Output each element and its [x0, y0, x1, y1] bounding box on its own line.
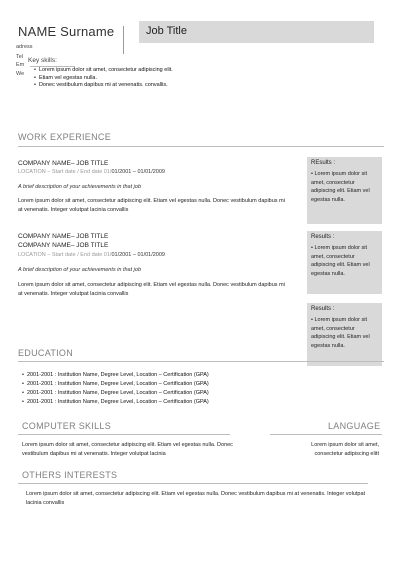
- job-2-results-box: [307, 231, 382, 294]
- header-divider: [123, 26, 124, 54]
- job-1-results-label: REsults :: [311, 160, 336, 166]
- key-skills-label: Key skills:: [28, 57, 57, 64]
- language-text: Lorem ipsum dolor sit amet, consectetur adipiscing elitt: [311, 442, 379, 457]
- other-interests-text: Lorem ipsum dolor sit amet, consectetur adipiscing elit. Etiam vel egestas nulla. Donec vestibulum dapibus mi at venenatis. Integer volutpat lacinia convallis: [26, 491, 366, 506]
- work-experience-rule: [18, 146, 384, 147]
- contact-email: Em: [16, 62, 25, 68]
- other-interests-title: OTHERS INTERESTS: [22, 470, 118, 480]
- contact-address: adress: [16, 44, 33, 50]
- job-1-results-box: [307, 157, 382, 224]
- contact-tel: Tel: [16, 54, 24, 60]
- job-1-results-text: • Lorem ipsum dolor sit amet, consectetur adipiscing elit. Etiam vel egestas nulla.: [311, 171, 370, 203]
- contact-web: We: [16, 71, 25, 77]
- job-1-location: LOCATION – Start date / End date 01/01/2001 – 01/01/2009: [18, 169, 165, 175]
- language-rule: [270, 434, 382, 435]
- job-3-results-label: Results :: [311, 306, 335, 312]
- job-1-brief: A brief description of your achievements in that job: [18, 184, 142, 190]
- job-title: Job Title: [146, 25, 187, 37]
- language-title: LANGUAGE: [328, 421, 381, 431]
- key-skill-item: • Donec vestibulum dapibus mi at venenatis. convallis.: [34, 82, 168, 88]
- job-3-results-box: [307, 303, 382, 366]
- education-item: • 2001-2001 : Institution Name, Degree Level, Location – Certification (GPA): [22, 381, 209, 387]
- job-2-results-text: • Lorem ipsum dolor sit amet, consectetur adipiscing elit. Etiam vel egestas nulla.: [311, 245, 370, 277]
- education-item: • 2001-2001 : Institution Name, Degree Level, Location – Certification (GPA): [22, 399, 209, 405]
- job-2-company: COMPANY NAME– JOB TITLE: [18, 233, 109, 240]
- job-1-description: Lorem ipsum dolor sit amet, consectetur adipiscing elit. Etiam vel egestas nulla. Donec vestibulum dapibus mi at venenatis. Integer volutpat lacinia convallis: [18, 198, 285, 213]
- job-2-results-label: Results :: [311, 234, 335, 240]
- computer-skills-title: COMPUTER SKILLS: [22, 421, 112, 431]
- key-skill-item: • Etiam vel egestas nulla.: [34, 75, 97, 81]
- computer-skills-rule: [18, 434, 230, 435]
- education-rule: [18, 361, 384, 362]
- education-item: • 2001-2001 : Institution Name, Degree Level, Location – Certification (GPA): [22, 390, 209, 396]
- job-2-description: Lorem ipsum dolor sit amet, consectetur adipiscing elit. Etiam vel egestas nulla. Donec vestibulum dapibus mi at venenatis. Integer volutpat lacinia convallis: [18, 282, 285, 297]
- job-2-company-line2: COMPANY NAME– JOB TITLE: [18, 242, 109, 249]
- work-experience-title: WORK EXPERIENCE: [18, 132, 112, 142]
- computer-skills-text: Lorem ipsum dolor sit amet, consectetur adipiscing elit. Etiam vel egestas nulla. Donec vestibulum dapibus mi at venenatis. Integer volutpat lacinia: [22, 442, 233, 457]
- other-interests-rule: [18, 483, 368, 484]
- job-2-location: LOCATION – Start date / End date 01/01/2001 – 01/01/2009: [18, 252, 165, 258]
- job-1-company: COMPANY NAME– JOB TITLE: [18, 160, 109, 167]
- key-skill-item: • Lorem ipsum dolor sit amet, consectetur adipiscing elit.: [34, 67, 173, 73]
- education-item: • 2001-2001 : Institution Name, Degree Level, Location – Certification (GPA): [22, 372, 209, 378]
- job-2-brief: A brief description of your achievements in that job: [18, 267, 142, 273]
- education-title: EDUCATION: [18, 348, 74, 358]
- candidate-name: NAME Surname: [18, 24, 115, 39]
- job-3-results-text: • Lorem ipsum dolor sit amet, consectetur adipiscing elit. Etiam vel egestas nulla.: [311, 317, 370, 349]
